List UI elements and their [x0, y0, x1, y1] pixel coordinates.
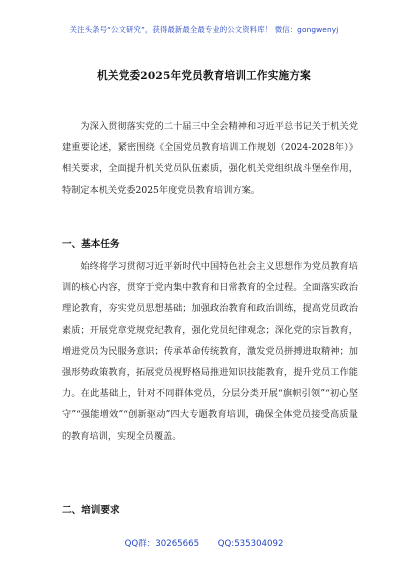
document-title: 机关党委2025年党员教育培训工作实施方案 — [97, 70, 311, 82]
intro-paragraph: 为深入贯彻落实党的二十届三中全会精神和习近平总书记关于机关党建重要论述，紧密围绕《全国党员教育培训工作规划（2024-2028年）》相关要求，全面提升机关党员队伍素质，强化机关党组织战斗堡垒作用，特制定本机关党委2025年度党员教育培训方案。 — [62, 121, 358, 196]
basic-tasks-paragraph: 始终将学习贯彻习近平新时代中国特色社会主义思想作为党员教育培训的核心内容，贯穿于党内集中教育和日常教育的全过程。全面落实政治理论教育，夯实党员思想基础；加强政治教育和政治训练，提高党员政治素质；开展党章党规党纪教育，强化党员纪律观念；深化党的宗旨教育，增进党员为民服务意识；传承革命传统教育，激发党员拼搏进取精神；加强形势政策教育，拓展党员视野格局推进知识技能教育，提升党员工作能力。在此基础上，针对不同群体党员，分层分类开展“旗帜引领”“初心坚守”“强能增效”“创新驱动”四大专题教育培训，确保全体党员接受高质量的教育培训，实现全员覆盖。 — [62, 261, 358, 442]
qq-number: QQ:535304092 — [217, 539, 284, 549]
footer-contact — [0, 537, 408, 549]
qq-group-number: QQ群：30265665 — [124, 539, 200, 549]
header-promo-note: 关注头条号“公文研究”，获得最新最全最专业的公文资料库！ 微信：gongwenyj — [69, 25, 339, 34]
section-heading-training-requirements: 二、培训要求 — [62, 505, 120, 516]
section-heading-basic-tasks: 一、基本任务 — [62, 239, 120, 250]
